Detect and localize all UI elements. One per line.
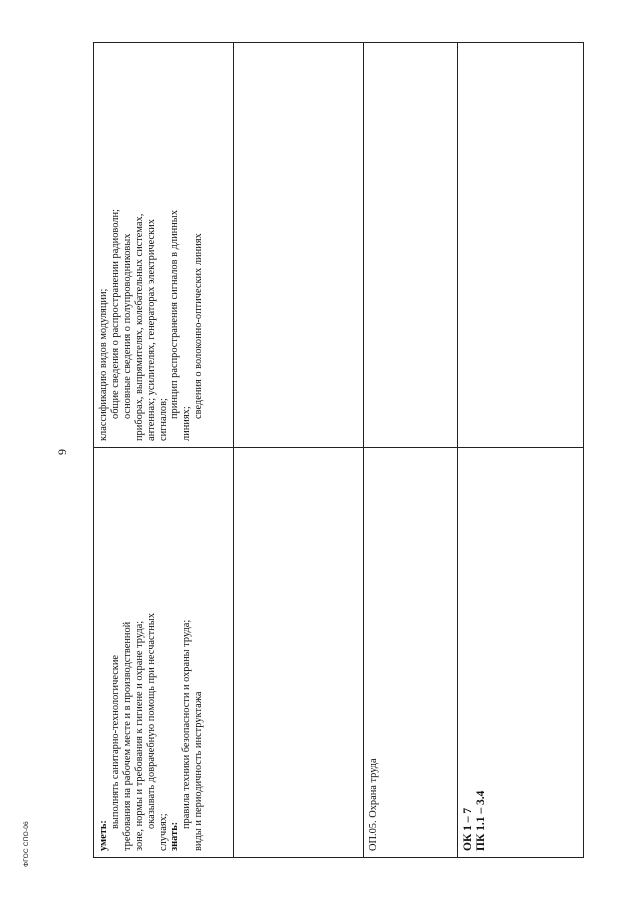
row2-skills-label: уметь:	[98, 820, 109, 851]
row1-line-9: сведения о волоконно-оптических линиях	[193, 233, 205, 419]
row2-skill-5: случаях;	[157, 813, 169, 851]
row2-knowledge-1: правила техники безопасности и охраны труда;	[181, 619, 193, 829]
row1-line-1: классификацию видов модуляции;	[98, 288, 109, 441]
row3-layer	[93, 42, 583, 857]
row1-line-7: принцип распространения сигналов в длинных	[169, 210, 181, 419]
row2-discipline: ОП.05. Охрана труда	[368, 758, 379, 851]
row1-line-2: общие сведения о распространении радиоволн;	[109, 209, 121, 419]
row2-skill-4: оказывать доврачебную помощь при несчастных	[145, 613, 157, 829]
row2-competence-pk: ПК 1.1 – 3.4	[475, 790, 487, 851]
row1-line-5: антеннах; усилителях, генераторах электрических	[145, 219, 157, 441]
row1-line-8: линиях;	[181, 406, 193, 441]
row2-knowledge-label: знать:	[169, 821, 181, 851]
row2-skill-3: зоне, нормы и требования к гигиене и охране труда;	[133, 620, 145, 851]
row1-line-4: приборах, выпрямителях, колебательных системах,	[133, 213, 145, 441]
row2-skill-1: выполнять санитарно-технологические	[109, 654, 121, 829]
row1-line-6: сигналов;	[157, 398, 169, 441]
document-footer: ФГОС СПО-06	[23, 821, 30, 867]
page-number: 9	[55, 449, 69, 455]
row2-competence-ok: ОК 1 – 7	[462, 807, 474, 851]
row2-skill-2: требования на рабочем месте и в производственной	[121, 621, 133, 851]
row1-line-3: основные сведения о полупроводниковых	[121, 233, 133, 419]
row2-knowledge-2: виды и периодичность инструктажа	[193, 691, 205, 851]
